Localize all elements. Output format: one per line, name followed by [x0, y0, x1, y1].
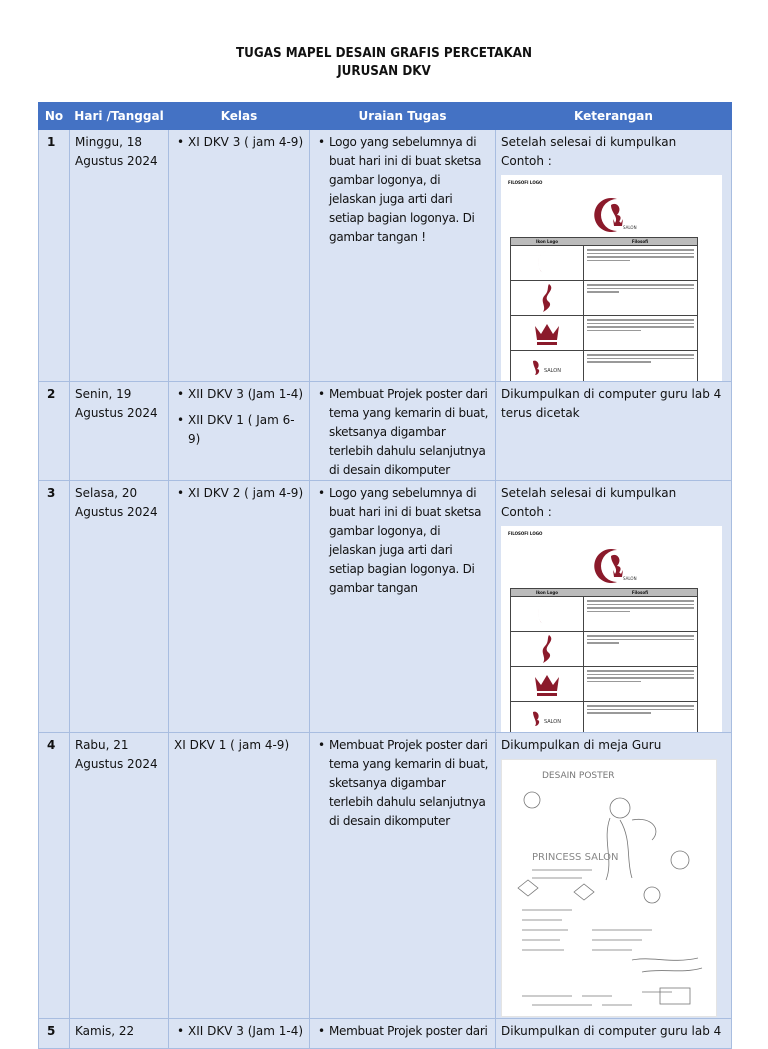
header-class: Kelas: [169, 103, 310, 130]
logo-philosophy-image: [501, 175, 722, 381]
header-task: Uraian Tugas: [310, 103, 496, 130]
row-class: [169, 481, 310, 733]
document-subtitle: JURUSAN DKV: [337, 64, 431, 79]
philosophy-heading: FILOSOFI LOGO: [508, 531, 543, 536]
philosophy-col-icon: Ikon Logo: [536, 590, 558, 595]
poster-sketch-image: [501, 759, 717, 1017]
row-note: [496, 130, 732, 382]
crown-icon: [511, 316, 584, 350]
table-header-row: [39, 103, 732, 130]
header-day: Hari /Tanggal: [70, 103, 169, 130]
row-day: Rabu, 21 Agustus 2024: [70, 733, 169, 1019]
table-row: [39, 130, 732, 382]
salon-logo-image: [587, 193, 637, 237]
salon-logo-small-icon: [511, 702, 584, 733]
row-number: 2: [39, 382, 70, 481]
note-text: Dikumpulkan di computer guru lab 4 terus dicetak: [501, 387, 722, 420]
note-text: Setelah selesai di kumpulkan: [501, 135, 677, 149]
row-class: [169, 382, 310, 481]
philosophy-table: [510, 588, 698, 733]
task-table: [38, 102, 732, 1049]
salon-logo-text: SALON: [623, 225, 637, 230]
philosophy-heading: FILOSOFI LOGO: [508, 180, 543, 185]
philosophy-col-meaning: Filosofi: [631, 590, 649, 595]
class-item: • XII DKV 3 (Jam 1-4): [188, 1022, 304, 1041]
task-item: • Membuat Projek poster dari: [329, 1022, 490, 1041]
note-text: Setelah selesai di kumpulkan: [501, 486, 677, 500]
class-item: • XI DKV 3 ( jam 4-9): [188, 133, 304, 152]
row-number: 1: [39, 130, 70, 382]
row-note: [496, 382, 732, 481]
note-text: Dikumpulkan di meja Guru: [501, 738, 662, 752]
task-item: • Membuat Projek poster dari tema yang kemarin di buat, sketsanya digambar terlebih dahulu selanjutnya di desain dikomputer: [329, 385, 490, 480]
table-row: [39, 382, 732, 481]
row-task: [310, 481, 496, 733]
hair-swirl-icon: [511, 632, 584, 666]
row-day: Minggu, 18 Agustus 2024: [70, 130, 169, 382]
row-day: Selasa, 20 Agustus 2024: [70, 481, 169, 733]
class-item: • XII DKV 1 ( Jam 6-9): [188, 411, 304, 449]
salon-logo-small-icon: [511, 351, 584, 382]
row-number: 4: [39, 733, 70, 1019]
salon-logo-image: [587, 544, 637, 588]
salon-small-text: SALON: [544, 368, 561, 374]
row-class: [169, 130, 310, 382]
hair-swirl-icon: [511, 281, 584, 315]
task-item: • Membuat Projek poster dari tema yang kemarin di buat, sketsanya digambar terlebih dahulu selanjutnya di desain dikomputer: [329, 736, 490, 831]
header-no: No: [39, 103, 70, 130]
row-class: [169, 1019, 310, 1049]
row-task: [310, 130, 496, 382]
logo-philosophy-image: [501, 526, 722, 732]
task-item: • Logo yang sebelumnya di buat hari ini di buat sketsa gambar logonya, di jelaskan juga arti dari setiap bagian logonya. Di gambar tangan !: [329, 133, 490, 247]
philosophy-table: [510, 237, 698, 382]
row-day: Kamis, 22: [70, 1019, 169, 1049]
row-note: Dikumpulkan di computer guru lab 4: [496, 1019, 732, 1049]
crescent-icon: [511, 246, 584, 280]
header-note: Keterangan: [496, 103, 732, 130]
philosophy-col-icon: Ikon Logo: [536, 239, 558, 244]
table-row: [39, 481, 732, 733]
note-example-label: Contoh :: [501, 505, 552, 519]
table-row: [39, 733, 732, 1019]
document-title: TUGAS MAPEL DESAIN GRAFIS PERCETAKAN: [236, 46, 532, 61]
task-item: • Logo yang sebelumnya di buat hari ini di buat sketsa gambar logonya, di jelaskan juga arti dari setiap bagian logonya. Di gambar tangan: [329, 484, 490, 598]
sketch-title: DESAIN POSTER: [542, 771, 615, 781]
crescent-icon: [511, 597, 584, 631]
philosophy-col-meaning: Filosofi: [631, 239, 649, 244]
row-number: 5: [39, 1019, 70, 1049]
row-note: [496, 733, 732, 1019]
sketch-brand: PRINCESS SALON: [532, 852, 619, 863]
salon-small-text: SALON: [544, 719, 561, 725]
note-example-label: Contoh :: [501, 154, 552, 168]
crown-icon: [511, 667, 584, 701]
row-task: [310, 733, 496, 1019]
row-task: [310, 1019, 496, 1049]
row-class: XI DKV 1 ( jam 4-9): [169, 733, 310, 1019]
row-note: [496, 481, 732, 733]
row-day: Senin, 19 Agustus 2024: [70, 382, 169, 481]
row-task: [310, 382, 496, 481]
table-row: [39, 1019, 732, 1049]
class-item: • XI DKV 2 ( jam 4-9): [188, 484, 304, 503]
class-item: • XII DKV 3 (Jam 1-4): [188, 385, 304, 404]
salon-logo-text: SALON: [623, 576, 637, 581]
row-number: 3: [39, 481, 70, 733]
